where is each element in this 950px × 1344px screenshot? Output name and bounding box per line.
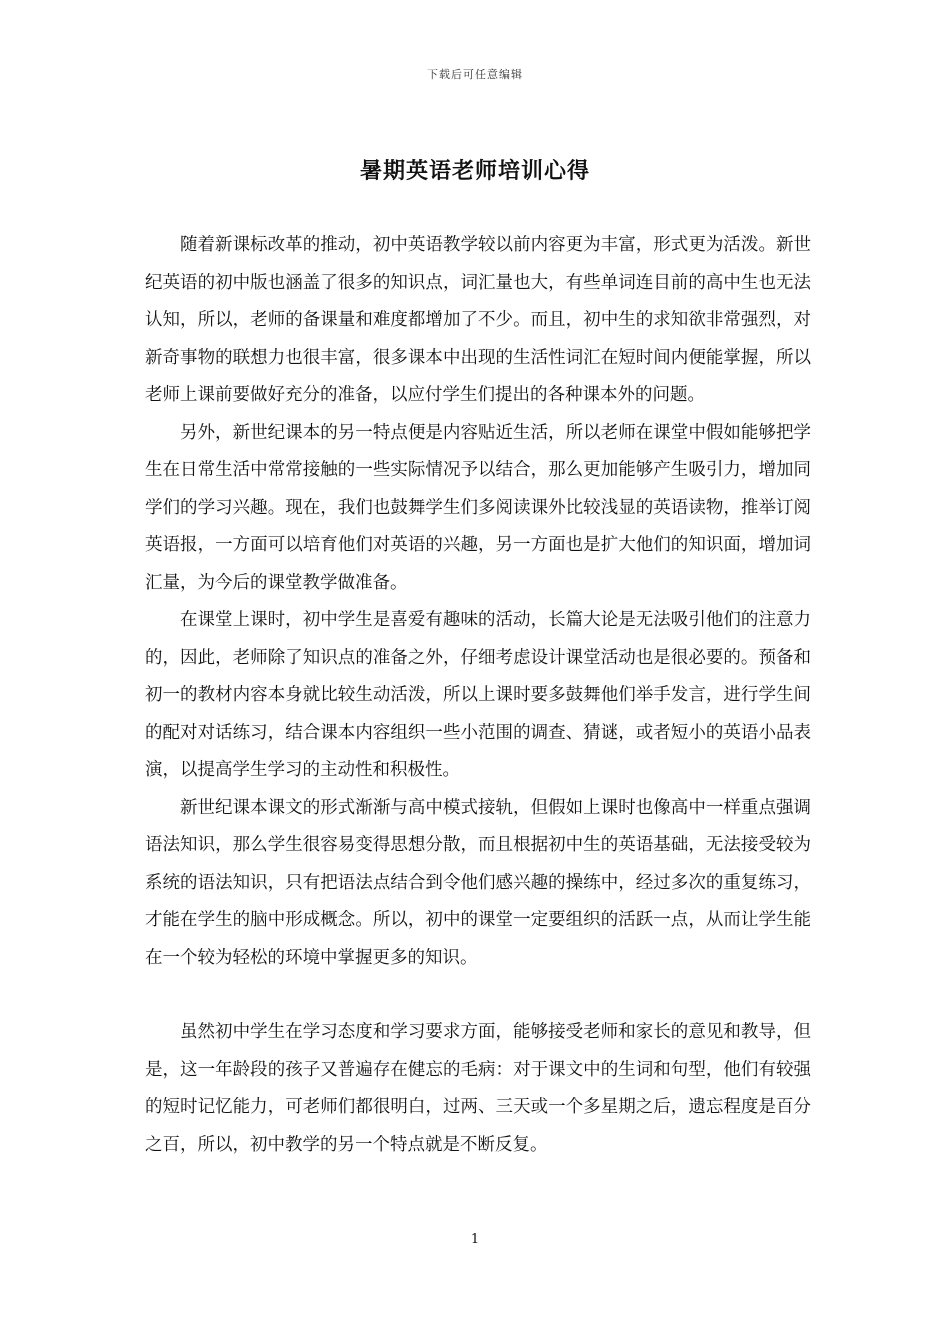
- paragraph-2: 另外，新世纪课本的另一特点便是内容贴近生活，所以老师在课堂中假如能够把学生在日常生活中常常接触的一些实际情况予以结合，那么更加能够产生吸引力，增加同学们的学习兴趣。现在，我们也鼓舞学生们多阅读课外比较浅显的英语读物，推举订阅英语报，一方面可以培育他们对英语的兴趣，另一方面也是扩大他们的知识面，增加词汇量，为今后的课堂教学做准备。: [145, 422, 811, 593]
- header-note: 下载后可任意编辑: [427, 68, 523, 81]
- document-body: [145, 227, 811, 1164]
- paragraph-5: 虽然初中学生在学习态度和学习要求方面，能够接受老师和家长的意见和教导，但是，这一年龄段的孩子又普遍存在健忘的毛病：对于课文中的生词和句型，他们有较强的短时记忆能力，可老师们都很明白，过两、三天或一个多星期之后，遗忘程度是百分之百，所以，初中教学的另一个特点就是不断反复。: [145, 1022, 811, 1155]
- paragraph-4: 新世纪课本课文的形式渐渐与高中模式接轨，但假如上课时也像高中一样重点强调语法知识，那么学生很容易变得思想分散，而且根据初中生的英语基础，无法接受较为系统的语法知识，只有把语法点结合到令他们感兴趣的操练中，经过多次的重复练习，才能在学生的脑中形成概念。所以，初中的课堂一定要组织的活跃一点，从而让学生能在一个较为轻松的环境中掌握更多的知识。: [145, 797, 811, 968]
- document-title: 暑期英语老师培训心得: [359, 158, 590, 184]
- page-number: 1: [470, 1232, 480, 1247]
- paragraph-1: 随着新课标改革的推动，初中英语教学较以前内容更为丰富，形式更为活泼。新世纪英语的初中版也涵盖了很多的知识点，词汇量也大，有些单词连目前的高中生也无法认知，所以，老师的备课量和难度都增加了不少。而且，初中生的求知欲非常强烈，对新奇事物的联想力也很丰富，很多课本中出现的生活性词汇在短时间内便能掌握，所以老师上课前要做好充分的准备，以应付学生们提出的各种课本外的问题。: [145, 235, 811, 405]
- paragraph-3: 在课堂上课时，初中学生是喜爱有趣味的活动，长篇大论是无法吸引他们的注意力的，因此，老师除了知识点的准备之外，仔细考虑设计课堂活动也是很必要的。预备和初一的教材内容本身就比较生动活泼，所以上课时要多鼓舞他们举手发言，进行学生间的配对对话练习，结合课本内容组织一些小范围的调查、猜谜，或者短小的英语小品表演，以提高学生学习的主动性和积极性。: [145, 610, 811, 780]
